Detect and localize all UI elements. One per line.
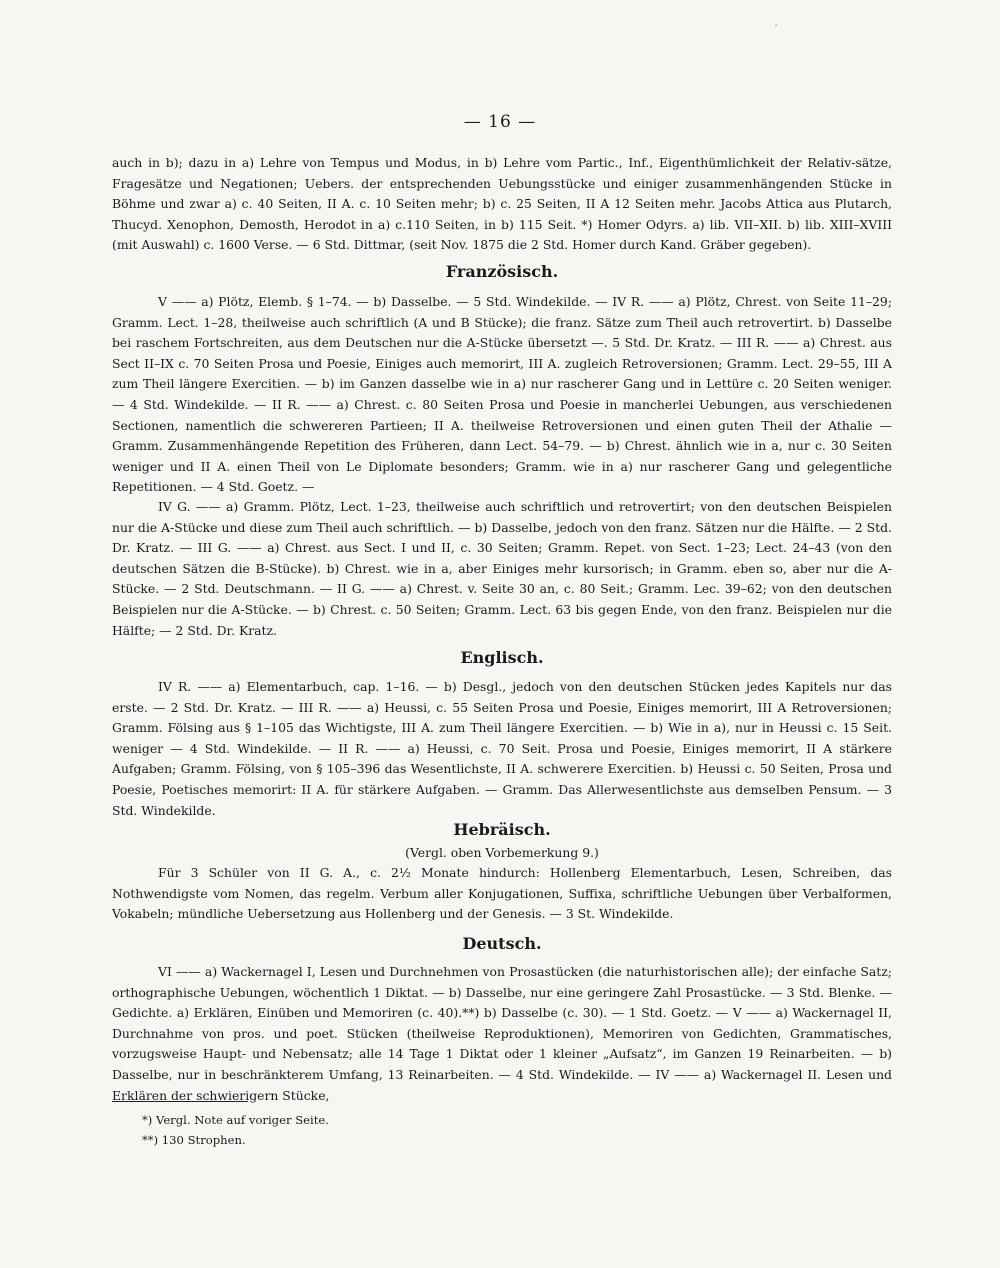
section-heading: Hebräisch.: [453, 820, 551, 839]
deutsch-block: [112, 962, 892, 1106]
section-franzoesisch: [112, 262, 892, 282]
footnote-1: *) Vergl. Note auf voriger Seite.: [142, 1113, 329, 1127]
paragraph: V —— a) Plötz, Elemb. § 1–74. — b) Dasselbe. — 5 Std. Windekilde. — IV R. —— a) Plötz, Chrest. von Seite 11–29; Gramm. Lect. 1–28, theilweise auch schriftlich (A und B Stücke); die franz. Sätze zum Theil auch retrovertirt. b) Dasselbe bei raschem Fortschreiten, aus dem Deutschen nur die A-Stücke übersetzt —. 5 Std. Dr. Kratz. — III R. —— a) Chrest. aus Sect II–IX c. 70 Seiten Prosa und Poesie, Einiges auch memorirt, III A. zugleich Retroversionen; Gramm. Lect. 29–55, III A zum Theil längere Exercitien. — b) im Ganzen dasselbe wie in a) nur rascherer Gang und in Lettüre c. 20 Seiten weniger. — 4 Std. Windekilde. — II R. —— a) Chrest. c. 80 Seiten Prosa und Poesie in mancherlei Uebungen, aus verschiedenen Sectionen, namentlich die schwereren Partieen; II A. theilweise Retroversionen und einen guten Theil der Athalie — Gramm. Zusammenhängende Repetition des Früheren, dann Lect. 54–79. — b) Chrest. ähnlich wie in a, nur c. 30 Seiten weniger und II A. einen Theil von Le Diplomate besonders; Gramm. wie in a) nur rascherer Gang und gelegentliche Repetitionen. — 4 Std. Goetz. —: [112, 294, 892, 495]
intro-paragraph: auch in b); dazu in a) Lehre von Tempus und Modus, in b) Lehre vom Partic., Inf., Eigenthümlichkeit der Relativ-sätze, Fragesätze und Negationen; Uebers. der entsprechenden Uebungsstücke und einiger zusammenhängenden Stücke in Böhme und zwar a) c. 40 Seiten, II A. c. 10 Seiten mehr; b) c. 25 Seiten, II A 12 Seiten mehr. Jacobs Attica aus Plutarch, Thucyd. Xenophon, Demosth, Herodot in a) c.110 Seiten, in b) 115 Seit. *) Homer Odyrs. a) lib. VII–XII. b) lib. XIII–XVIII (mit Auswahl) c. 1600 Verse. — 6 Std. Dittmar, (seit Nov. 1875 die 2 Std. Homer durch Kand. Gräber gegeben).: [112, 155, 892, 253]
paragraph: Für 3 Schüler von II G. A., c. 2½ Monate hindurch: Hollenberg Elementarbuch, Lesen, Schreiben, das Nothwendigste vom Nomen, das regelm. Verbum aller Konjugationen, Suffixa, schriftliche Uebungen über Verbalformen, Vokabeln; mündliche Uebersetzung aus Hollenberg und der Genesis. — 3 St. Windekilde.: [112, 865, 892, 922]
footnote-2: **) 130 Strophen.: [142, 1133, 246, 1147]
section-hebraeisch: [112, 820, 892, 863]
section-heading: Englisch.: [460, 648, 544, 667]
page-number: — 16 —: [463, 112, 537, 132]
paragraph: VI —— a) Wackernagel I, Lesen und Durchnehmen von Prosastücken (die naturhistorischen alle); der einfache Satz; orthographische Uebungen, wöchentlich 1 Diktat. — b) Dasselbe, nur eine geringere Zahl Prosastücke. — 3 Std. Blenke. — Gedichte. a) Erklären, Einüben und Memoriren (c. 40).**) b) Dasselbe (c. 30). — 1 Std. Goetz. — V —— a) Wackernagel II, Durchnahme von pros. und poet. Stücken (theilweise Reproduktionen), Memoriren von Gedichten, Grammatisches, vorzugsweise Haupt- und Nebensatz; alle 14 Tage 1 Diktat oder 1 kleiner „Aufsatz“, im Ganzen 19 Reinarbeiten. — b) Dasselbe, nur in beschränkterem Umfang, 13 Reinarbeiten. — 4 Std. Windekilde. — IV —— a) Wackernagel II. Lesen und Erklären der schwierigern Stücke,: [112, 964, 892, 1103]
hebraeisch-block: [112, 863, 892, 925]
stray-mark: ′: [775, 24, 778, 35]
footnote-rule: [112, 1101, 248, 1102]
section-heading: Deutsch.: [462, 934, 542, 953]
section-subheading: (Vergl. oben Vorbemerkung 9.): [405, 845, 599, 860]
paragraph: IV G. —— a) Gramm. Plötz, Lect. 1–23, theilweise auch schriftlich und retrovertirt; von den deutschen Beispielen nur die A-Stücke und diese zum Theil auch schriftlich. — b) Dasselbe, jedoch von den franz. Sätzen nur die Hälfte. — 2 Std. Dr. Kratz. — III G. —— a) Chrest. aus Sect. I und II, c. 30 Seiten; Gramm. Repet. von Sect. 1–23; Lect. 24–43 (von den deutschen Sätzen die B-Stücke). b) Chrest. wie in a, aber Einiges mehr kursorisch; in Gramm. eben so, aber nur die A-Stücke. — 2 Std. Deutschmann. — II G. —— a) Chrest. v. Seite 30 an, c. 80 Seit.; Gramm. Lec. 39–62; von den deutschen Beispielen nur die A-Stücke. — b) Chrest. c. 50 Seiten; Gramm. Lect. 63 bis gegen Ende, von den franz. Beispielen nur die Hälfte; — 2 Std. Dr. Kratz.: [112, 499, 892, 638]
franz-block-2: [112, 497, 892, 641]
section-heading: Französisch.: [445, 262, 559, 281]
intro-block: [112, 153, 892, 256]
englisch-block: [112, 677, 892, 821]
section-deutsch: [112, 934, 892, 954]
franz-block-1: [112, 292, 892, 498]
paragraph: IV R. —— a) Elementarbuch, cap. 1–16. — b) Desgl., jedoch von den deutschen Stücken jedes Kapitels nur das erste. — 2 Std. Dr. Kratz. — III R. —— a) Heussi, c. 55 Seiten Prosa und Poesie, Einiges memorirt, III A Retroversionen; Gramm. Fölsing aus § 1–105 das Wichtigste, III A. zum Theil längere Exercitien. — b) Wie in a), nur in Heussi c. 15 Seit. weniger — 4 Std. Windekilde. — II R. —— a) Heussi, c. 70 Seit. Prosa und Poesie, Einiges memorirt, II A stärkere Aufgaben; Gramm. Fölsing, von § 105–396 das Wesentlichste, II A. schwerere Exercitien. b) Heussi c. 50 Seiten, Prosa und Poesie, Poetisches memorirt: II A. für stärkere Aufgaben. — Gramm. Das Allerwesentlichste aus demselben Pensum. — 3 Std. Windekilde.: [112, 679, 892, 818]
section-englisch: [112, 648, 892, 668]
